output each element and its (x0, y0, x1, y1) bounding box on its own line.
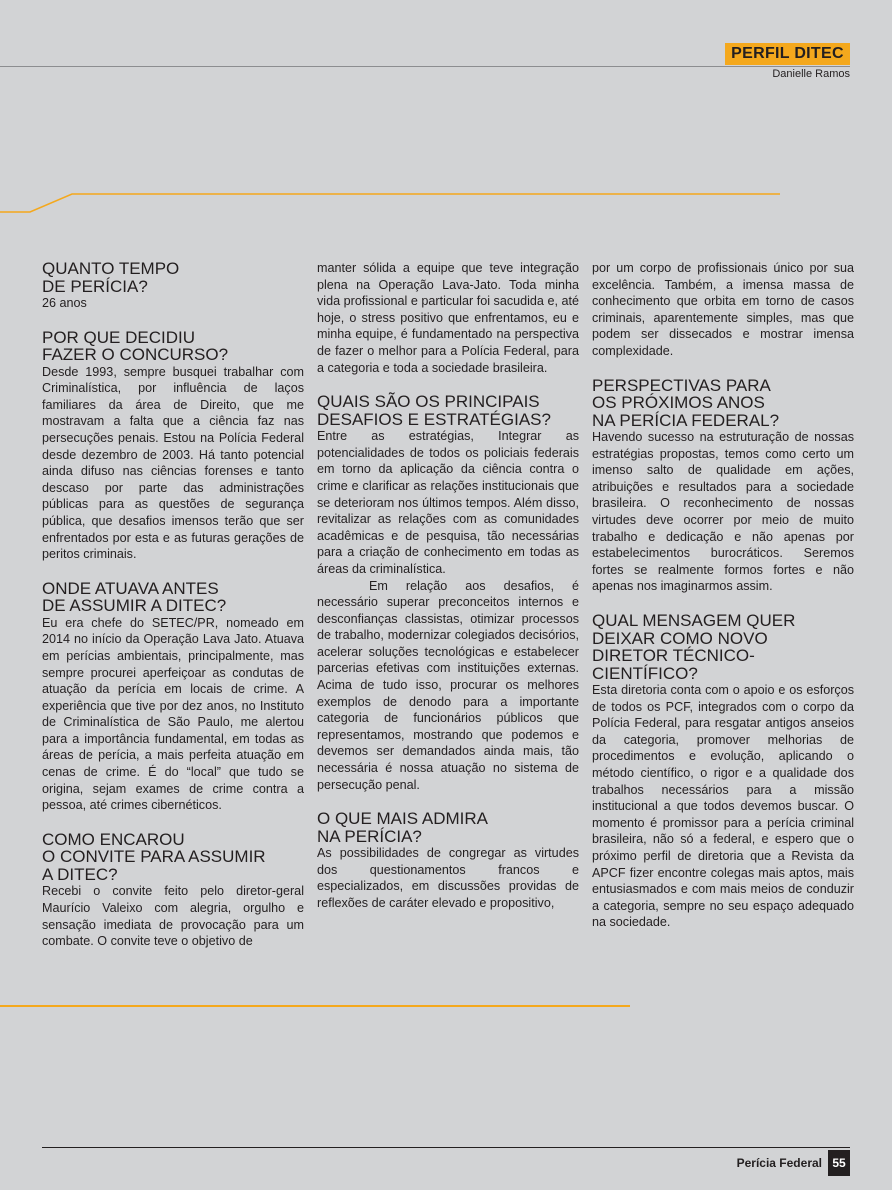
interview-section (592, 260, 854, 360)
answer-paragraph: manter sólida a equipe que teve integração plena na Operação Lava-Jato. Toda minha vida profissional e particular foi sacudida e, até hoje, o stress positivo que enfrentamos, eu e minha equipe, é fundamentado na perspectiva de fazer o melhor para a Polícia Federal, para a categoria e toda a sociedade brasileira. (317, 261, 579, 375)
footer-rule (42, 1147, 850, 1148)
interview-section (42, 260, 304, 312)
interview-section (592, 377, 854, 595)
section-tag: PERFIL DITEC (725, 43, 850, 65)
decorative-accent-line (0, 188, 790, 218)
question-heading: QUAL MENSAGEM QUER DEIXAR COMO NOVO DIRETOR TÉCNICO-CIENTÍFICO? (592, 611, 796, 683)
question-heading: ONDE ATUAVA ANTES DE ASSUMIR A DITEC? (42, 578, 227, 616)
question-heading: QUANTO TEMPO DE PERÍCIA? (42, 259, 180, 296)
interview-section (317, 260, 579, 376)
question-heading: QUAIS SÃO OS PRINCIPAIS DESAFIOS E ESTRATÉGIAS? (317, 392, 551, 429)
column-3 (592, 260, 854, 948)
interview-section (42, 329, 304, 563)
answer-paragraph: Recebi o convite feito pelo diretor-geral Maurício Valeixo com alegria, orgulho e sensação imediata de provocação para um combate. O convite teve o objetivo de (42, 884, 304, 949)
page-number: 55 (828, 1150, 850, 1176)
publication-name: Perícia Federal (736, 1156, 822, 1170)
question-heading: O QUE MAIS ADMIRA NA PERÍCIA? (317, 809, 488, 846)
decorative-bottom-line (0, 1005, 630, 1007)
answer-paragraph: Em relação aos desafios, é necessário superar preconceitos internos e desconfianças classistas, otimizar processos de trabalho, modernizar colegiados decisórios, acelerar soluções tecnológicas e estabelecer parcerias efetivas com instituições externas. Acima de tudo isso, procurar os melhores exemplos de denodo para a importante categoria de funcionários públicos que representamos, mostrando que podemos e devemos ser demandados ainda mais, tão necessária é nossa atuação no sistema de persecução penal. (317, 578, 579, 792)
question-heading: PERSPECTIVAS PARA OS PRÓXIMOS ANOS NA PERÍCIA FEDERAL? (592, 375, 780, 430)
column-1 (42, 260, 304, 967)
interview-section (42, 580, 304, 814)
question-heading: POR QUE DECIDIU FAZER O CONCURSO? (42, 327, 229, 365)
answer-paragraph: Havendo sucesso na estruturação de nossas estratégias propostas, temos como certo um imenso salto de qualidade em ações, atribuições e resultados para a sociedade brasileira. O reconhecimento de nossas virtudes deve ocorrer por meio de muito trabalho e dedicação e não apenas por estabelecimentos burocráticos. Seremos fortes se realmente formos fortes e não apenas nos imaginarmos assim. (592, 430, 854, 594)
interview-section (42, 831, 304, 950)
header-rule (0, 66, 850, 67)
question-heading: COMO ENCAROU O CONVITE PARA ASSUMIR A DITEC? (42, 829, 266, 884)
interview-section (592, 612, 854, 931)
interview-section (317, 393, 579, 793)
answer-paragraph: Entre as estratégias, Integrar as potencialidades de todos os policiais federais em torno da aplicação da ciência contra o crime e clarificar as relações institucionais que se deterioram nos últimos tempos. Além disso, revitalizar as relações com as comunidades acadêmicas e de pesquisa, tão necessárias para a criação de conhecimento em todas as áreas da criminalística. (317, 429, 579, 576)
interview-section (317, 810, 579, 911)
answer-paragraph: As possibilidades de congregar as virtudes dos questionamentos francos e especializados, em discussões providas de reflexões de caráter elevado e propositivo, (317, 846, 579, 910)
answer-paragraph: 26 anos (42, 296, 87, 310)
column-2 (317, 260, 579, 929)
answer-paragraph: Esta diretoria conta com o apoio e os esforços de todos os PCF, integrados com o corpo da Polícia Federal, para resgatar antigos anseios da categoria, promover melhorias de procedimentos e evolução, aplicando o método científico, o rigor e a qualidade dos trabalhos necessários para a missão institucional a que todos devemos buscar. O momento é promissor para a perícia criminal brasileira, não só a federal, e espero que o próximo perfil de diretoria que a Revista da APCF fizer encontre colegas mais aptos, mais entusiasmados e com mais meios de conduzir a categoria, sempre no seu espaço adequado na sociedade. (592, 683, 854, 930)
answer-paragraph: Eu era chefe do SETEC/PR, nomeado em 2014 no início da Operação Lava Jato. Atuava em perícias ambientais, principalmente, mas sempre procurei aperfeiçoar as condutas de atuação da perícia em locais de crime. A experiência que tive por dez anos, no Instituto de Criminalística de São Paulo, me alertou para a importância fundamental, em todas as áreas de perícia, a mais perfeita atuação em cenas de crime. É do “local” que tudo se origina, sejam exames de crime contra a pessoa, até crimes cibernéticos. (42, 615, 304, 813)
answer-paragraph: por um corpo de profissionais único por sua excelência. Também, a imensa massa de conhecimento que orbita em torno de casos criminais, aparentemente simples, mas que podem ser dissecados e mostrar imensa complexidade. (592, 261, 854, 358)
author-name: Danielle Ramos (772, 68, 850, 80)
answer-paragraph: Desde 1993, sempre busquei trabalhar com Criminalística, por influência de laços familiares da área de Direito, que me mostravam a falta que a ciência faz nas persecuções penais. Estou na Polícia Federal desde dezembro de 2003. Há tanto potencial ainda difuso nas ciências forenses e tanto descaso por parte das administrações públicas para as questões de segurança pública, que desafios imensos terão que ser enfrentados por esta e as futuras gerações de peritos criminais. (42, 364, 304, 562)
